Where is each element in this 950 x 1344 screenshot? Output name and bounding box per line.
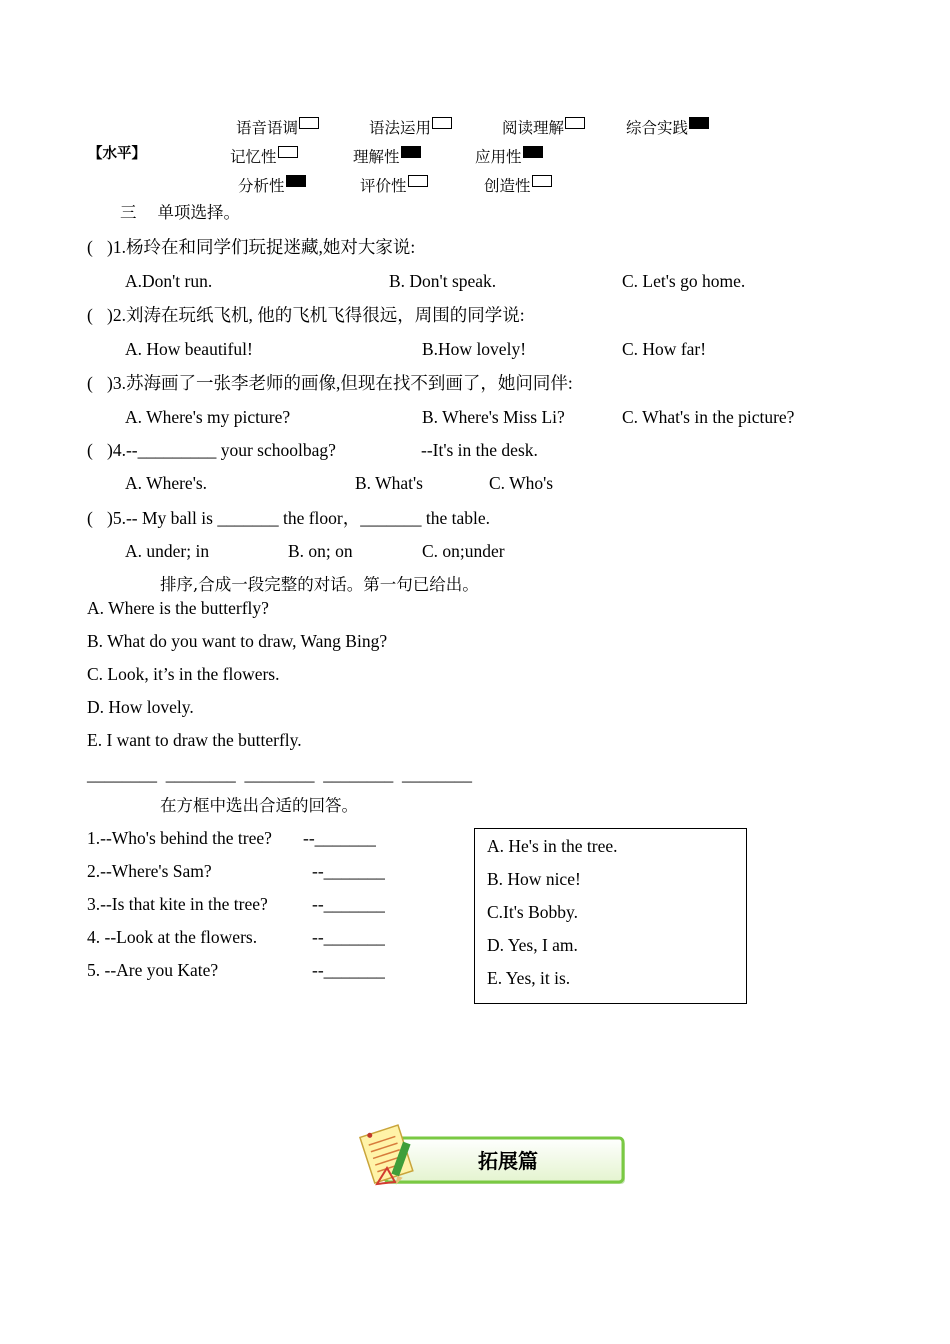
option-c[interactable]: C. Let's go home. — [622, 271, 746, 291]
level-item-creation: 创造性 — [484, 175, 552, 195]
question-stem: )1.杨玲在和同学们玩捉迷藏,她对大家说: — [107, 237, 416, 257]
dialogue-line: B. What do you want to draw, Wang Bing? — [87, 631, 388, 651]
dialogue-line: E. I want to draw the butterfly. — [87, 730, 302, 750]
level-item-analysis: 分析性 — [238, 175, 306, 195]
choice-item: E. Yes, it is. — [487, 968, 571, 988]
option-b[interactable]: B.How lovely! — [422, 339, 527, 359]
option-b[interactable]: B. Where's Miss Li? — [422, 407, 565, 427]
section3-title: 三 单项选择。 — [120, 203, 240, 222]
match-question: 1.--Who's behind the tree? — [87, 828, 272, 848]
level-label: 【水平】 — [88, 146, 146, 162]
option-b[interactable]: B. on; on — [288, 541, 353, 561]
option-a[interactable]: A. Where's. — [125, 473, 208, 493]
match-answer-blank[interactable]: --_______ — [312, 861, 385, 881]
banner-title: 拓展篇 — [478, 1149, 538, 1173]
option-b[interactable]: B. Don't speak. — [389, 271, 497, 291]
notepad-pencil-icon — [357, 1122, 421, 1188]
level-item-practice: 综合实践 — [626, 117, 709, 137]
choice-item: A. He's in the tree. — [487, 836, 618, 856]
question-paren: ( — [87, 305, 93, 325]
option-c[interactable]: C. Who's — [489, 473, 554, 493]
match-question: 4. --Look at the flowers. — [87, 927, 258, 947]
match-answer-blank[interactable]: --_______ — [303, 828, 376, 848]
checkbox-checked-icon[interactable] — [286, 175, 306, 187]
checkbox-icon[interactable] — [532, 175, 552, 187]
level-item-grammar: 语法运用 — [369, 117, 452, 137]
checkbox-checked-icon[interactable] — [689, 117, 709, 129]
question-stem: )4.--_________ your schoolbag? — [107, 440, 336, 460]
match-answer-blank[interactable]: --_______ — [312, 927, 385, 947]
match-question: 3.--Is that kite in the tree? — [87, 894, 268, 914]
level-item-phonetics: 语音语调 — [236, 117, 319, 137]
question-paren: ( — [87, 508, 93, 528]
question-paren: ( — [87, 440, 93, 460]
answer-choices-box — [474, 828, 747, 1004]
extension-banner — [357, 1122, 629, 1188]
choice-item: B. How nice! — [487, 869, 581, 889]
match-answer-blank[interactable]: --_______ — [312, 960, 385, 980]
option-c[interactable]: C. What's in the picture? — [622, 407, 795, 427]
checkbox-checked-icon[interactable] — [401, 146, 421, 158]
option-b[interactable]: B. What's — [355, 473, 423, 493]
checkbox-icon[interactable] — [432, 117, 452, 129]
question-paren: ( — [87, 373, 93, 393]
answer-blanks[interactable]: ________ ________ ________ ________ ________ — [87, 764, 472, 784]
level-item-understanding: 理解性 — [353, 146, 421, 166]
option-c[interactable]: C. How far! — [622, 339, 707, 359]
level-item-application: 应用性 — [475, 146, 543, 166]
choice-item: D. Yes, I am. — [487, 935, 578, 955]
match-answer-blank[interactable]: --_______ — [312, 894, 385, 914]
question-stem: )2.刘涛在玩纸飞机, 他的飞机飞得很远，周围的同学说: — [107, 305, 525, 325]
option-a[interactable]: A. under; in — [125, 541, 210, 561]
checkbox-checked-icon[interactable] — [523, 146, 543, 158]
option-a[interactable]: A.Don't run. — [125, 271, 213, 291]
choice-item: C.It's Bobby. — [487, 902, 578, 922]
question-paren: ( — [87, 237, 93, 257]
level-item-reading: 阅读理解 — [502, 117, 585, 137]
level-item-evaluation: 评价性 — [360, 175, 428, 195]
option-c[interactable]: C. on;under — [422, 541, 505, 561]
section4-title: 排序,合成一段完整的对话。第一句已给出。 — [160, 575, 479, 594]
checkbox-icon[interactable] — [278, 146, 298, 158]
dialogue-line: A. Where is the butterfly? — [87, 598, 269, 618]
checkbox-icon[interactable] — [408, 175, 428, 187]
level-item-memory: 记忆性 — [230, 146, 298, 166]
option-a[interactable]: A. Where's my picture? — [125, 407, 291, 427]
dialogue-line: C. Look, it’s in the flowers. — [87, 664, 280, 684]
checkbox-icon[interactable] — [299, 117, 319, 129]
question-stem: )3.苏海画了一张李老师的画像,但现在找不到画了，她问同伴: — [107, 373, 573, 393]
match-question: 2.--Where's Sam? — [87, 861, 212, 881]
checkbox-icon[interactable] — [565, 117, 585, 129]
question-stem: )5.-- My ball is _______ the floor，_______ the table. — [107, 508, 490, 528]
section5-title: 在方框中选出合适的回答。 — [160, 796, 358, 815]
dialogue-line: D. How lovely. — [87, 697, 194, 717]
match-question: 5. --Are you Kate? — [87, 960, 219, 980]
question-reply: --It's in the desk. — [421, 440, 538, 460]
option-a[interactable]: A. How beautiful! — [125, 339, 253, 359]
